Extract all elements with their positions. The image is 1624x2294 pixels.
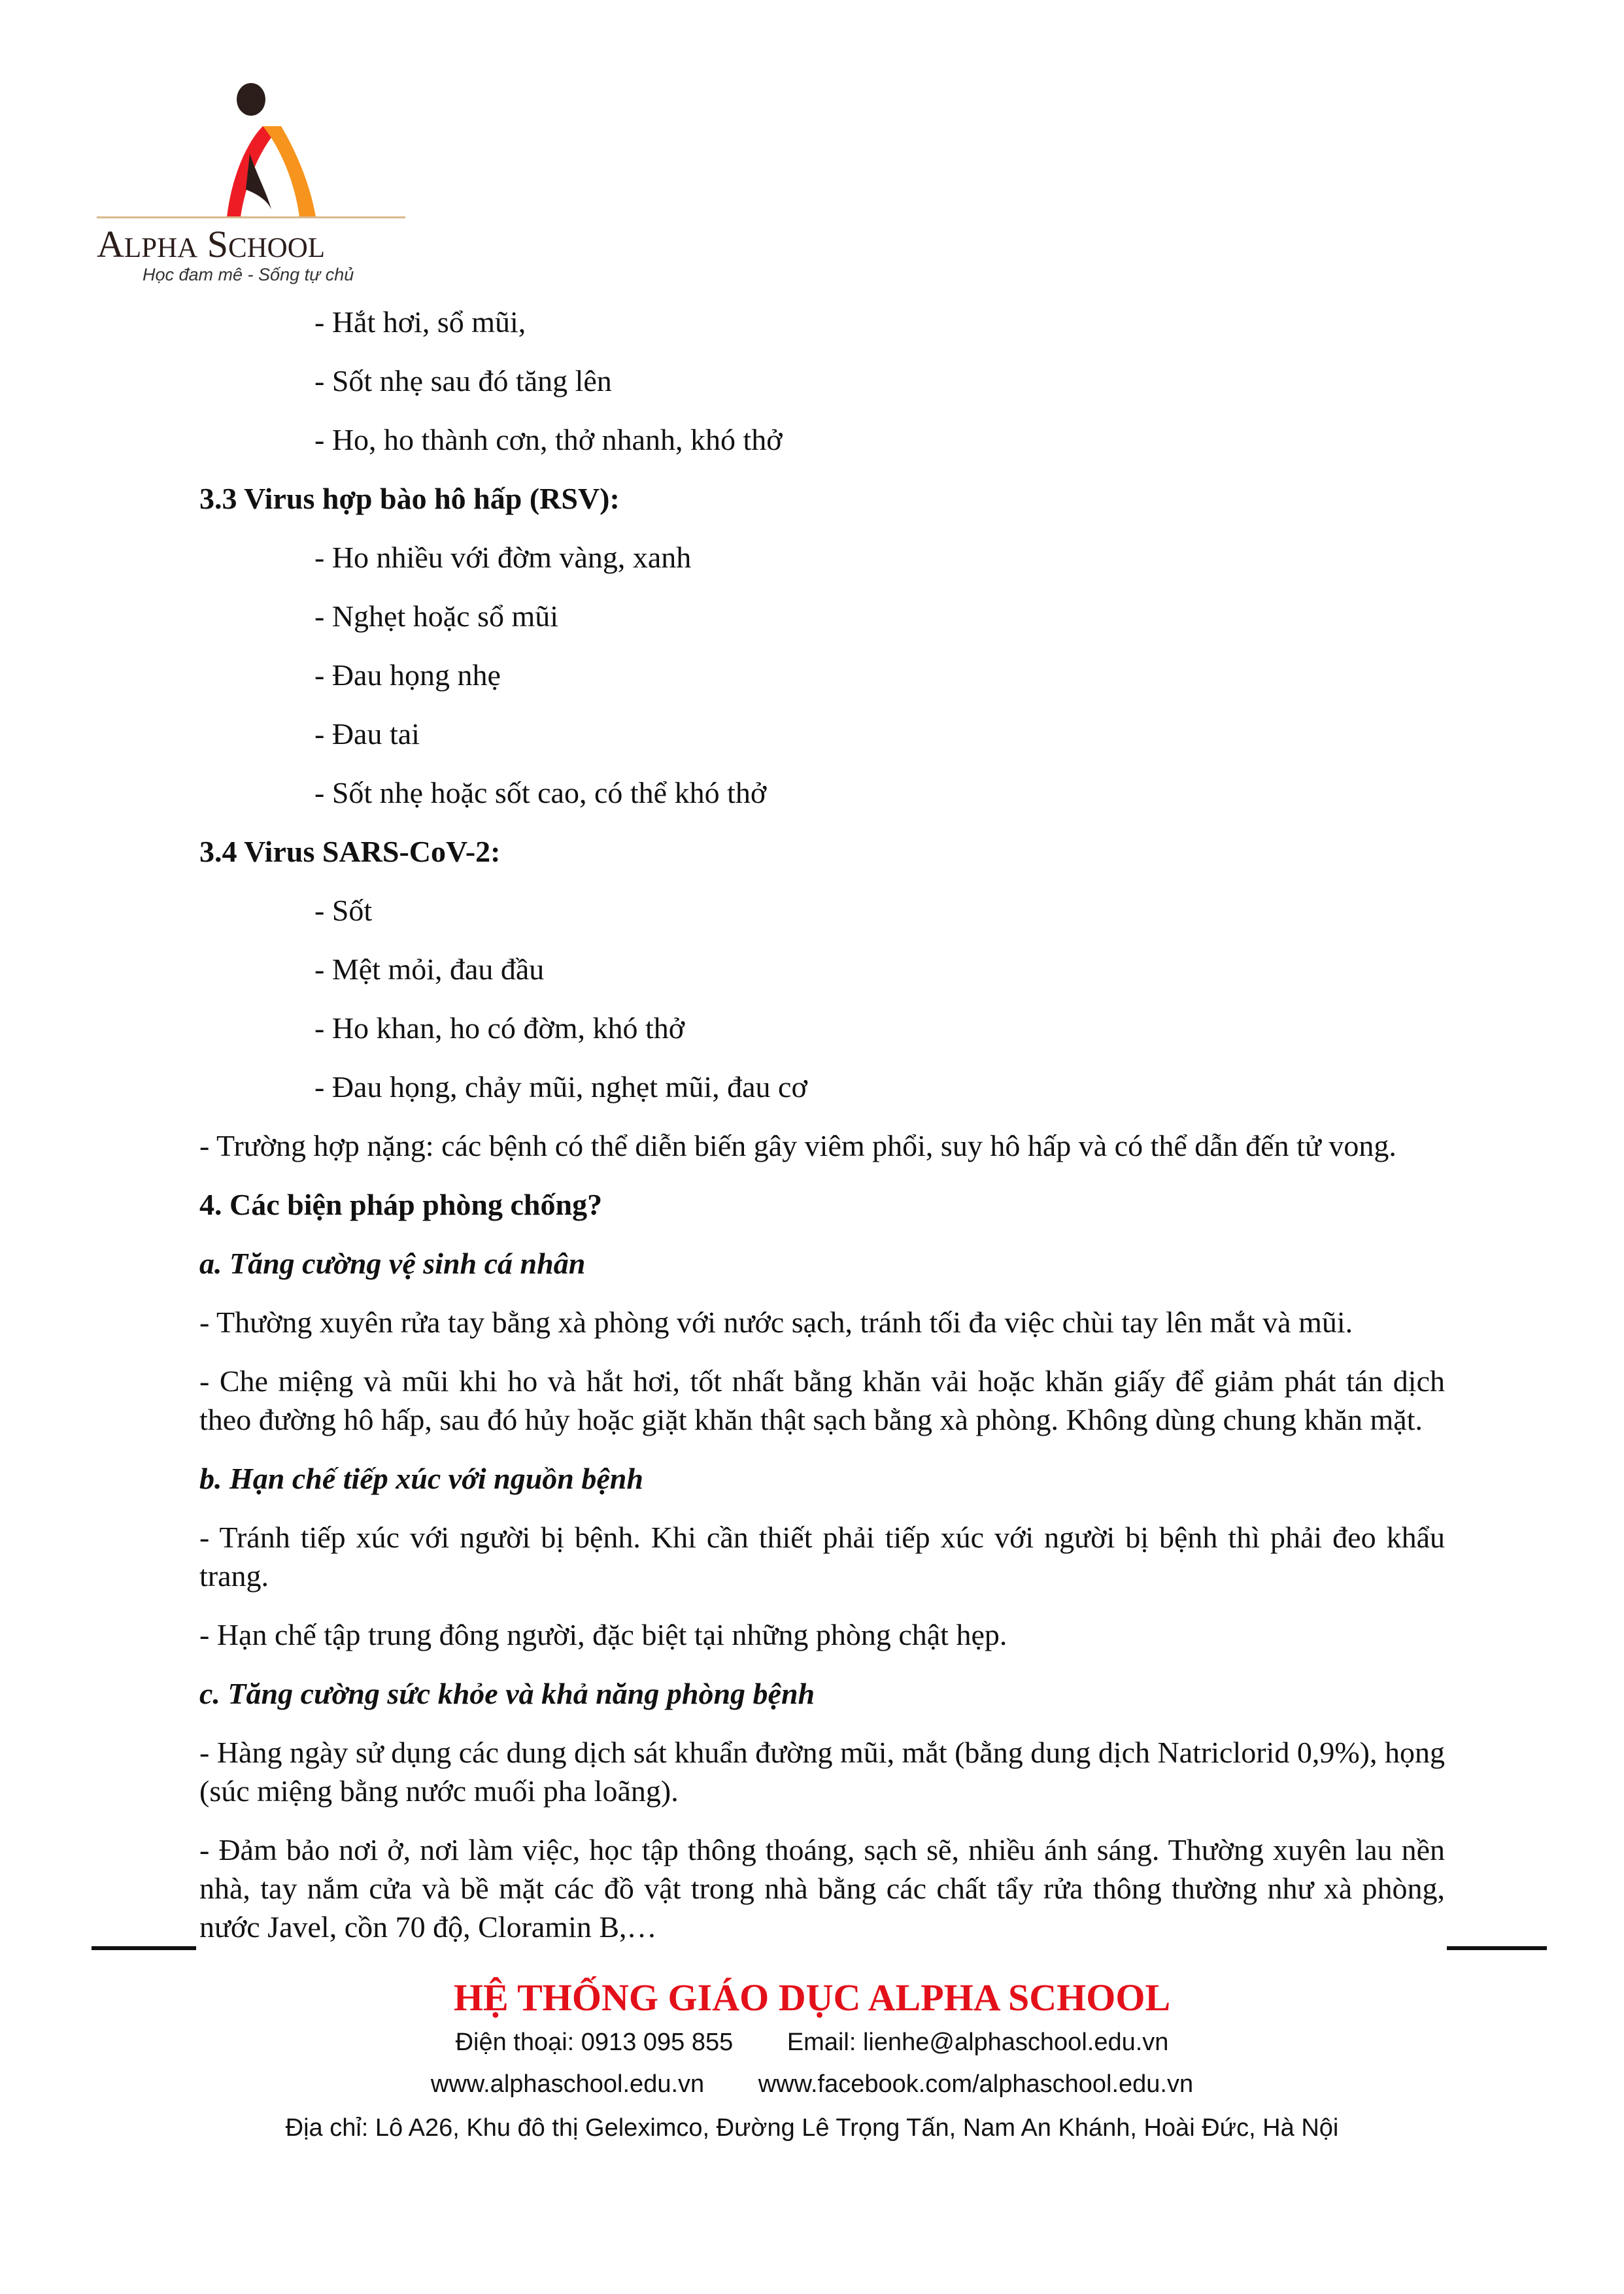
footer-web-row [0,2069,1624,2099]
symptom-item: - Ho, ho thành cơn, thở nhanh, khó thở [314,423,783,456]
section-heading-prevention: 4. Các biện pháp phòng chống? [199,1188,603,1221]
paragraph: - Hàng ngày sử dụng các dung dịch sát khuẩn đường mũi, mắt (bằng dung dịch Natriclorid 0,9%), họng (súc miệng bằng nước muối pha loãng). [199,1736,1445,1808]
footer-facebook-link[interactable]: www.facebook.com/alphaschool.edu.vn [758,2070,1194,2098]
symptom-item: - Sốt nhẹ sau đó tăng lên [314,364,612,397]
svg-text:ALPHA SCHOOL: ALPHA SCHOOL [97,223,326,261]
symptom-item: - Mệt mỏi, đau đầu [314,953,545,986]
footer-rule-left [92,1946,196,1950]
footer-contact-row [0,2027,1624,2057]
subheading-health: c. Tăng cường sức khỏe và khả năng phòng bệnh [199,1677,815,1710]
severe-case-paragraph: - Trường hợp nặng: các bệnh có thể diễn biến gây viêm phổi, suy hô hấp và có thể dẫn đến tử vong. [199,1129,1396,1162]
footer-address: Địa chỉ: Lô A26, Khu đô thị Geleximco, Đường Lê Trọng Tấn, Nam An Khánh, Hoài Đức, Hà Nội [285,2114,1339,2142]
symptom-item: - Hắt hơi, sổ mũi, [314,305,526,339]
symptom-item: - Sốt [314,894,373,927]
symptom-item: - Sốt nhẹ hoặc sốt cao, có thể khó thở [314,776,767,809]
footer-phone: Điện thoại: 0913 095 855 [455,2029,734,2056]
paragraph: - Che miệng và mũi khi ho và hắt hơi, tốt nhất bằng khăn vải hoặc khăn giấy để giảm phát tán dịch theo đường hô hấp, sau đó hủy hoặc giặt khăn thật sạch bằng xà phòng. Không dùng chung khăn mặt. [199,1364,1445,1436]
symptom-item: - Đau họng, chảy mũi, nghẹt mũi, đau cơ [314,1070,807,1104]
subheading-limit-contact: b. Hạn chế tiếp xúc với nguồn bệnh [199,1462,643,1495]
section-heading-rsv: 3.3 Virus hợp bào hô hấp (RSV): [199,482,620,515]
symptom-item: - Đau tai [314,717,420,751]
footer-rule-right [1447,1946,1547,1950]
paragraph: - Hạn chế tập trung đông người, đặc biệt tại những phòng chật hẹp. [199,1618,1007,1651]
footer-title: HỆ THỐNG GIÁO DỤC ALPHA SCHOOL [453,1976,1171,2019]
symptom-item: - Đau họng nhẹ [314,658,501,692]
page-footer [0,1946,1624,2190]
subheading-hygiene: a. Tăng cường vệ sinh cá nhân [199,1247,586,1280]
paragraph: - Thường xuyên rửa tay bằng xà phòng với nước sạch, tránh tối đa việc chùi tay lên mắt và mũi. [199,1306,1353,1339]
paragraph: - Đảm bảo nơi ở, nơi làm việc, học tập thông thoáng, sạch sẽ, nhiều ánh sáng. Thường xuyên lau nền nhà, tay nắm cửa và bề mặt các đồ vật trong nhà bằng các chất tẩy rửa thông thường như xà phòng, nước Javel, cồn 70 độ, Cloramin B,… [199,1833,1445,1944]
section-heading-sars: 3.4 Virus SARS-CoV-2: [199,835,501,868]
paragraph: - Tránh tiếp xúc với người bị bệnh. Khi cần thiết phải tiếp xúc với người bị bệnh thì phải đeo khẩu trang. [199,1521,1445,1593]
symptom-item: - Ho khan, ho có đờm, khó thở [314,1011,685,1045]
footer-website-link[interactable]: www.alphaschool.edu.vn [430,2070,705,2098]
footer-email[interactable]: Email: lienhe@alphaschool.edu.vn [787,2029,1169,2056]
symptom-item: - Nghẹt hoặc sổ mũi [314,599,559,633]
symptom-item: - Ho nhiều với đờm vàng, xanh [314,541,692,574]
logo-slogan: Học đam mê - Sống tự chủ [143,265,354,284]
